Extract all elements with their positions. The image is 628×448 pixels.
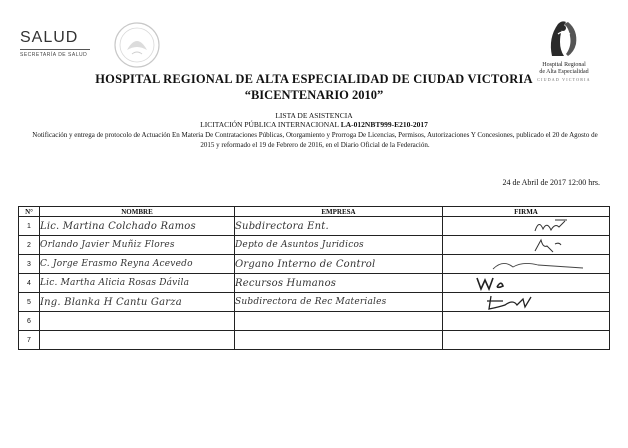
table-row: [19, 331, 610, 350]
header-empresa: EMPRESA: [235, 207, 443, 217]
attendee-name: Orlando Javier Muñiz Flores: [40, 236, 235, 255]
attendee-name: Ing. Blanka H Cantu Garza: [40, 293, 235, 312]
attendee-company: Recursos Humanos: [235, 274, 443, 293]
table-row: [19, 255, 610, 274]
attendee-name: [40, 331, 235, 350]
signature-cell: [443, 312, 610, 331]
attendee-name: Lic. Martina Colchado Ramos: [40, 217, 235, 236]
signature-cell: [443, 274, 610, 293]
salud-logo-subtext: SECRETARÍA DE SALUD: [20, 52, 88, 58]
salud-logo-rule: [20, 49, 90, 50]
signature-cell: [443, 331, 610, 350]
signature-cell: [443, 236, 610, 255]
signature-mark-2: [443, 236, 603, 254]
attendee-name: C. Jorge Erasmo Reyna Acevedo: [40, 255, 235, 274]
signature-mark-1: [443, 217, 603, 235]
table-row: [19, 236, 610, 255]
row-number: 6: [19, 312, 40, 331]
hospital-logo-line3: CIUDAD VICTORIA: [537, 77, 591, 82]
licitacion-number: LA-012NBT999-E210-2017: [340, 120, 428, 129]
table-row: [19, 293, 610, 312]
signature-mark-4: [443, 274, 603, 292]
attendee-company: Depto de Asuntos Juridicos: [235, 236, 443, 255]
table-header-row: [19, 207, 610, 217]
attendance-table: [18, 206, 610, 350]
document-subtitle: “BICENTENARIO 2010”: [244, 88, 384, 102]
attendee-name: [40, 312, 235, 331]
attendee-company: Subdirectora de Rec Materiales: [235, 293, 443, 312]
hospital-logo-line2: de Alta Especialidad: [539, 69, 589, 75]
date-time: 24 de Abril de 2017 12:00 hrs.: [502, 178, 600, 187]
salud-logo: [20, 30, 110, 58]
salud-logo-text: SALUD: [20, 29, 79, 46]
attendee-company: [235, 331, 443, 350]
header-nombre: NOMBRE: [40, 207, 235, 217]
hospital-emblem-icon: [522, 16, 606, 62]
row-number: 4: [19, 274, 40, 293]
licitacion-line: [0, 120, 628, 129]
document-title: HOSPITAL REGIONAL DE ALTA ESPECIALIDAD DE CIUDAD VICTORIA: [95, 72, 533, 86]
row-number: 7: [19, 331, 40, 350]
row-number: 3: [19, 255, 40, 274]
header-firma: FIRMA: [443, 207, 610, 217]
table-row: [19, 217, 610, 236]
header-num: N°: [19, 207, 40, 217]
signature-cell: [443, 293, 610, 312]
signature-cell: [443, 217, 610, 236]
lista-asistencia-heading: LISTA DE ASISTENCIA: [275, 111, 353, 120]
signature-mark-3: [443, 255, 603, 273]
row-number: 5: [19, 293, 40, 312]
signature-mark-5: [443, 293, 603, 311]
attendee-company: [235, 312, 443, 331]
attendee-company: Subdirectora Ent.: [235, 217, 443, 236]
signature-cell: [443, 255, 610, 274]
notification-paragraph: Notificación y entrega de protocolo de Actuación En Materia De Contrataciones Públicas, Otorgamiento y Prorroga De Licencias, Permisos, Autorizaciones Y Concesiones, publicado el 20 de Agosto de 2015 y reformado el 19 de Febrero de 2016, en el Diario Oficial de la Federación.: [32, 131, 598, 149]
row-number: 2: [19, 236, 40, 255]
attendee-name: Lic. Martha Alicia Rosas Dávila: [40, 274, 235, 293]
attendee-company: Organo Interno de Control: [235, 255, 443, 274]
hospital-logo-line1: Hospital Regional: [542, 62, 586, 68]
national-seal-icon: [112, 20, 162, 70]
row-number: 1: [19, 217, 40, 236]
licitacion-prefix: LICITACIÓN PÚBLICA INTERNACIONAL: [200, 120, 341, 129]
table-row: [19, 312, 610, 331]
table-row: [19, 274, 610, 293]
